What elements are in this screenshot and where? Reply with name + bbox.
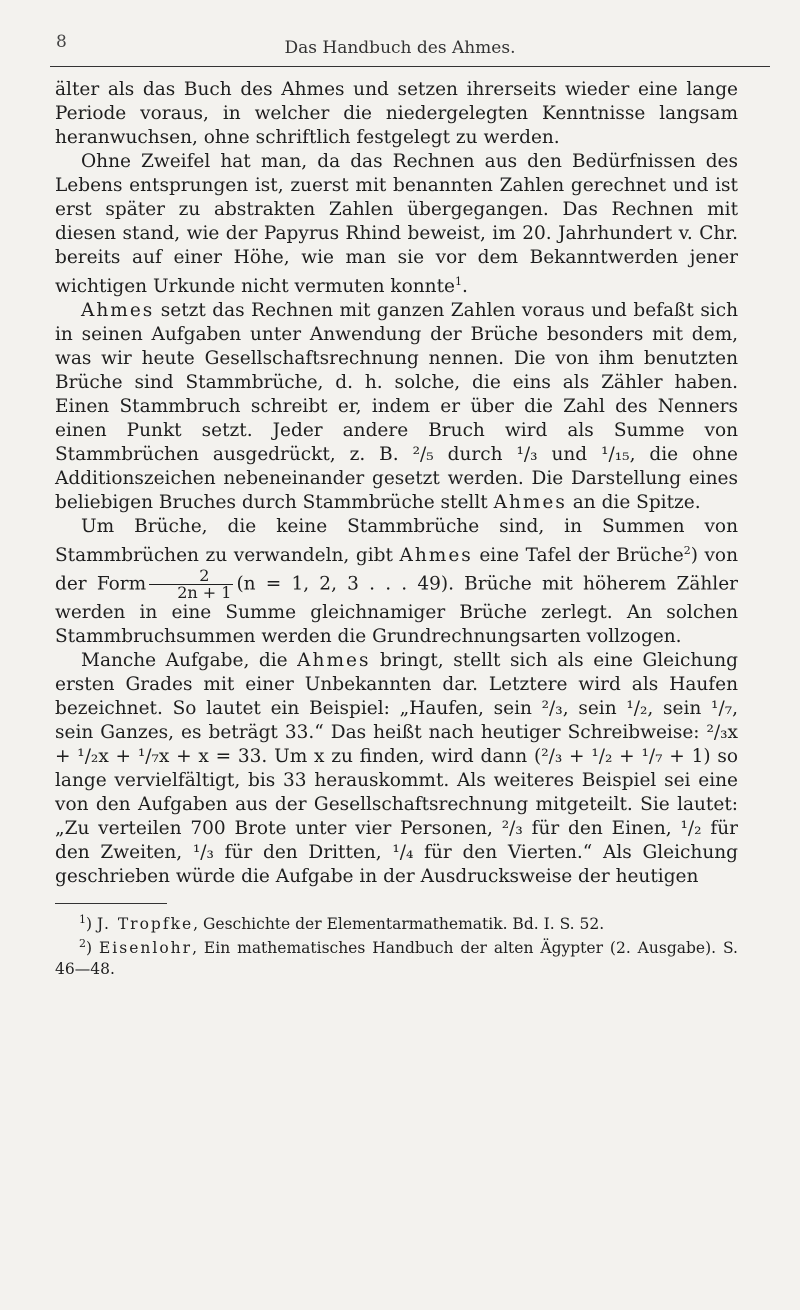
author-name: Ahmes: [399, 545, 473, 567]
paragraph-5-text: bringt, stellt sich als eine Gleichung ersten Grades mit einer Unbekannten dar. Letztere wird als Haufen bezeichnet. So lautet ein Beispiel: „Haufen, sein ²/₃, sein ¹/₂, sein ¹/₇, sein Ganzes, es beträgt 33.“ Das heißt nach heutiger Schreibweise: ²/₃x + ¹/₂x + ¹/₇x + x = 33. Um x zu finden, wird dann (²/₃ + ¹/₂ + ¹/₇ + 1) so lange vervielfältigt, bis 33 herauskommt. Als weiteres Beispiel sei eine von den Aufgaben aus der Gesellschaftsrechnung mitgeteilt. Sie lautet: „Zu verteilen 700 Brote unter vier Personen, ²/₃ für den Einen, ¹/₂ für den Zweiten, ¹/₃ für den Dritten, ¹/₄ für den Vierten.“ Als Gleichung geschrieben würde die Aufgabe in der Ausdrucksweise der heutigen: [55, 650, 738, 888]
paragraph-4-form: ) von der Form: [55, 545, 738, 595]
paragraph-3: [55, 299, 738, 515]
footnote-1-text: , Geschichte der Elementarmathematik. Bd. I. S. 52.: [193, 915, 605, 934]
paragraph-2-end: .: [461, 276, 468, 298]
running-header: Das Handbuch des Ahmes.: [284, 38, 516, 58]
footnote-1: $^1$) J. Tropfke, Geschichte der Elementarmathematik. Bd. I. S. 52.: [79, 913, 605, 934]
footnote-2-author: Eisenlohr: [98, 939, 193, 958]
paragraph-4: [55, 515, 738, 649]
paragraph-2-text: Ohne Zweifel hat man, da das Rechnen aus den Bedürfnissen des Lebens entsprungen ist, zuerst mit benannten Zahlen gerechnet und ist erst später zu abstrakten Zahlen übergegangen. Das Rechnen mit diesen stand, wie der Papyrus Rhind beweist, im 20. Jahrhundert v. Chr. bereits auf einer Höhe, wie man sie vor dem Bekanntwerden jener wichtigen Urkunde nicht vermuten konnte: [55, 151, 738, 298]
paragraph-1: älter als das Buch des Ahmes und setzen ihrerseits wieder eine lange Periode voraus, in welcher die niedergelegten Kenntnisse langsam heranwuchsen, ohne schriftlich festgelegt zu werden.: [55, 79, 738, 148]
paragraph-4-mid: eine Tafel der Brüche: [472, 545, 684, 567]
fraction-formula: [149, 568, 233, 601]
paragraph-3-end: an die Spitze.: [566, 492, 701, 514]
paragraph-4-end: (n = 1, 2, 3 . . . 49). Brüche mit höherem Zähler werden in eine Summe gleichnamiger Brüche zerlegt. An solchen Stammbruchsummen werden die Grundrechnungsarten vollzogen.: [55, 573, 738, 648]
footnote-ref-2: 2: [683, 544, 691, 558]
footnote-2-text: , Ein mathematisches Handbuch der alten Ägypter (2. Ausgabe). S. 46—48.: [55, 939, 738, 978]
footnote-ref-1: 1: [454, 275, 462, 288]
page-number: 8: [56, 32, 67, 52]
footnote-1-author: J. Tropfke: [96, 915, 194, 934]
footnote-2: $^2$) Eisenlohr, Ein mathematisches Handbuch der alten Ägypter (2. Ausgabe). S. 46—48.: [55, 937, 738, 978]
paragraph-3-text: setzt das Rechnen mit ganzen Zahlen voraus und befaßt sich in seinen Aufgaben unter Anwendung der Brüche besonders mit dem, was wir heute Gesellschaftsrechnung nennen. Die von ihm benutzten Brüche sind Stammbrüche, d. h. solche, die eins als Zähler haben. Einen Stammbruch schreibt er, indem er über die Zahl des Nenners einen Punkt setzt. Jeder andere Bruch wird als Summe von Stammbrüchen ausgedrückt, z. B. ²/₅ durch ¹/₃ und ¹/₁₅, die ohne Additionszeichen nebeneinander gesetzt werden. Die Darstellung eines beliebigen Bruches durch Stammbrüche stellt: [55, 300, 738, 514]
footnote-1-mark: 1: [79, 913, 86, 927]
paragraph-5: [55, 649, 738, 889]
footnote-2-mark: 2: [79, 937, 86, 951]
paragraph-2: [55, 150, 738, 299]
footnote-rule: [55, 903, 167, 904]
footnotes: [55, 910, 738, 978]
paragraph-5-start: Manche Aufgabe, die: [81, 650, 298, 672]
header-rule: [50, 66, 770, 67]
author-name: Ahmes: [297, 650, 371, 672]
author-name: Ahmes: [81, 300, 155, 322]
author-name: Ahmes: [493, 492, 567, 514]
paragraph-4-start: Um Brüche, die keine Stammbrüche sind, in Summen von Stammbrüchen zu verwandeln, gibt: [55, 516, 738, 567]
body-text: [55, 78, 738, 979]
fraction-numerator: 2: [149, 568, 233, 585]
fraction-denominator: 2n + 1: [177, 583, 232, 603]
